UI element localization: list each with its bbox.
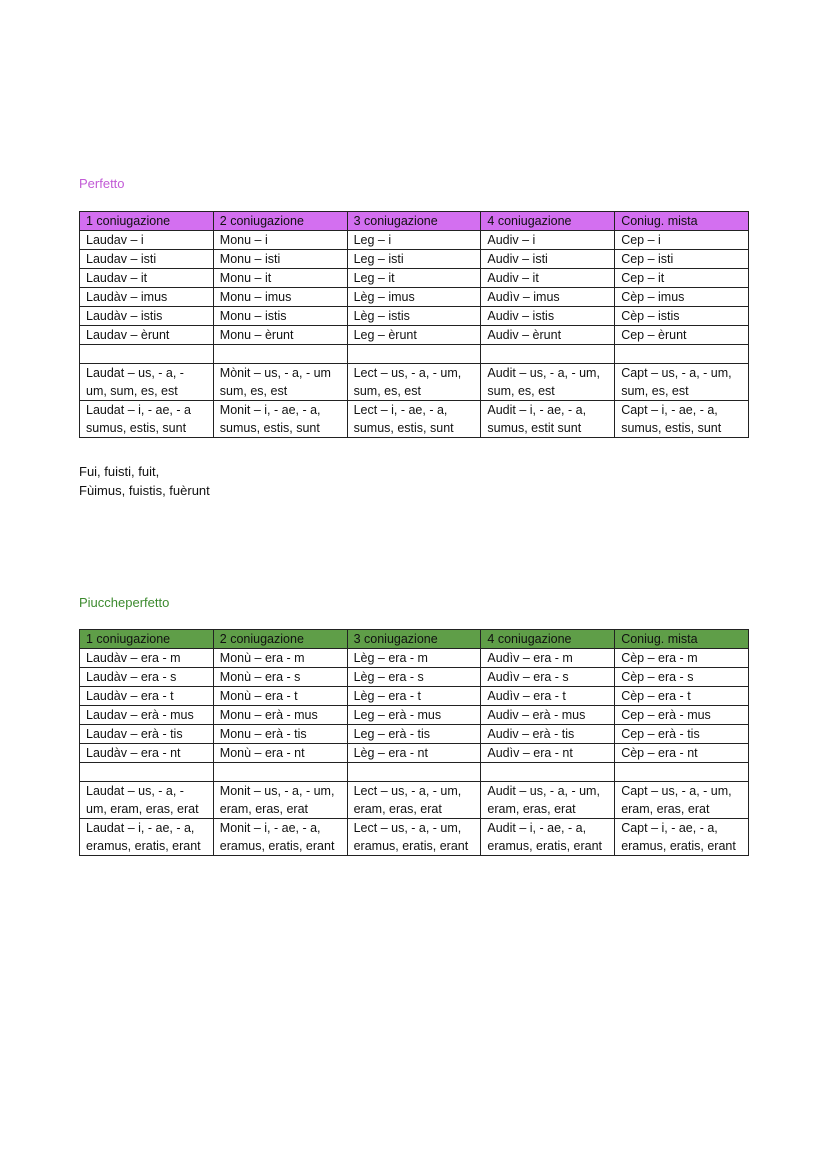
table-cell — [481, 345, 615, 364]
table-cell: Cep – isti — [615, 250, 749, 269]
header-cell: Coniug. mista — [615, 630, 749, 649]
table-cell: Monu – i — [213, 231, 347, 250]
table-row — [80, 819, 749, 856]
header-cell: 3 coniugazione — [347, 212, 481, 231]
table-cell: Monu – èrunt — [213, 326, 347, 345]
table-cell — [615, 345, 749, 364]
table-row — [80, 649, 749, 668]
table-cell: Audiv – èrunt — [481, 326, 615, 345]
table-row — [80, 307, 749, 326]
header-cell: 4 coniugazione — [481, 212, 615, 231]
table-cell: Monu – erà - tis — [213, 725, 347, 744]
table-row — [80, 288, 749, 307]
table-perfetto — [79, 211, 749, 438]
table-cell: Laudat – us, - a, - um, eram, eras, erat — [80, 782, 214, 819]
table-cell: Monit – us, - a, - um, eram, eras, erat — [213, 782, 347, 819]
table-cell: Laudav – èrunt — [80, 326, 214, 345]
table-row — [80, 326, 749, 345]
table-cell: Laudav – i — [80, 231, 214, 250]
header-cell: 4 coniugazione — [481, 630, 615, 649]
table-cell: Capt – us, - a, - um, eram, eras, erat — [615, 782, 749, 819]
table-cell: Laudàv – imus — [80, 288, 214, 307]
table-cell: Cèp – era - t — [615, 687, 749, 706]
table-piuccheperfetto — [79, 629, 749, 856]
table-row — [80, 250, 749, 269]
header-cell: 2 coniugazione — [213, 212, 347, 231]
table-cell — [347, 763, 481, 782]
table-cell: Audiv – istis — [481, 307, 615, 326]
table-cell: Audìv – imus — [481, 288, 615, 307]
table-cell: Monu – imus — [213, 288, 347, 307]
table-cell: Audiv – isti — [481, 250, 615, 269]
table-header-row — [80, 212, 749, 231]
table-cell: Capt – i, - ae, - a, eramus, eratis, erant — [615, 819, 749, 856]
table-cell: Cèp – imus — [615, 288, 749, 307]
table-cell: Cep – it — [615, 269, 749, 288]
table-cell: Capt – i, - ae, - a, sumus, estis, sunt — [615, 401, 749, 438]
table-cell: Cep – èrunt — [615, 326, 749, 345]
table-cell: Leg – isti — [347, 250, 481, 269]
table-cell — [80, 345, 214, 364]
table-cell: Lect – us, - a, - um, eram, eras, erat — [347, 782, 481, 819]
table-cell: Laudat – i, - ae, - a sumus, estis, sunt — [80, 401, 214, 438]
table-row — [80, 401, 749, 438]
table-row — [80, 744, 749, 763]
note-essere — [79, 462, 210, 500]
table-cell: Lect – i, - ae, - a, sumus, estis, sunt — [347, 401, 481, 438]
table-cell: Cèp – era - m — [615, 649, 749, 668]
table-cell: Monù – era - t — [213, 687, 347, 706]
table-cell — [615, 763, 749, 782]
table-row — [80, 782, 749, 819]
table-cell: Laudav – erà - mus — [80, 706, 214, 725]
table-cell: Cèp – era - nt — [615, 744, 749, 763]
table-cell: Monù – era - s — [213, 668, 347, 687]
table-row — [80, 668, 749, 687]
section-title-piuccheperfetto: Piuccheperfetto — [79, 595, 170, 610]
table-cell: Lèg – istis — [347, 307, 481, 326]
section-title-perfetto: Perfetto — [79, 176, 125, 191]
table-cell: Laudat – i, - ae, - a, eramus, eratis, erant — [80, 819, 214, 856]
table-cell: Cep – erà - tis — [615, 725, 749, 744]
table-cell: Lèg – era - m — [347, 649, 481, 668]
table-cell: Leg – erà - tis — [347, 725, 481, 744]
table-cell: Laudav – isti — [80, 250, 214, 269]
table-cell: Monù – era - nt — [213, 744, 347, 763]
table-cell: Leg – erà - mus — [347, 706, 481, 725]
table-cell: Audiv – it — [481, 269, 615, 288]
table-cell: Audìv – era - t — [481, 687, 615, 706]
table-cell: Laudàv – era - s — [80, 668, 214, 687]
table-cell: Lèg – era - t — [347, 687, 481, 706]
table-cell: Cèp – istis — [615, 307, 749, 326]
table-cell: Audiv – i — [481, 231, 615, 250]
table-cell: Laudàv – era - m — [80, 649, 214, 668]
table-cell: Capt – us, - a, - um, sum, es, est — [615, 364, 749, 401]
table-cell: Audit – us, - a, - um, sum, es, est — [481, 364, 615, 401]
table-row — [80, 763, 749, 782]
table-cell — [213, 345, 347, 364]
table-cell: Cep – i — [615, 231, 749, 250]
table-cell: Laudav – it — [80, 269, 214, 288]
table-cell: Monù – era - m — [213, 649, 347, 668]
note-line: Fui, fuisti, fuit, — [79, 464, 160, 479]
table-cell: Leg – it — [347, 269, 481, 288]
table-row — [80, 706, 749, 725]
table-cell: Monu – it — [213, 269, 347, 288]
table-cell: Audit – us, - a, - um, eram, eras, erat — [481, 782, 615, 819]
table-row — [80, 345, 749, 364]
table-cell: Mònit – us, - a, - um sum, es, est — [213, 364, 347, 401]
table-cell — [80, 763, 214, 782]
table-cell — [213, 763, 347, 782]
table-cell: Laudat – us, - a, - um, sum, es, est — [80, 364, 214, 401]
table-row — [80, 231, 749, 250]
table-cell: Lèg – era - nt — [347, 744, 481, 763]
table-cell: Audìv – era - s — [481, 668, 615, 687]
table-cell: Laudàv – era - nt — [80, 744, 214, 763]
table-row — [80, 364, 749, 401]
table-cell: Audiv – erà - tis — [481, 725, 615, 744]
table-cell: Audìv – era - nt — [481, 744, 615, 763]
table-cell — [481, 763, 615, 782]
note-line: Fùimus, fuistis, fuèrunt — [79, 483, 210, 498]
header-cell: 1 coniugazione — [80, 630, 214, 649]
table-cell: Audit – i, - ae, - a, sumus, estit sunt — [481, 401, 615, 438]
table-cell: Monu – isti — [213, 250, 347, 269]
table-cell: Audìv – era - m — [481, 649, 615, 668]
table-cell: Laudàv – istis — [80, 307, 214, 326]
table-cell: Laudàv – era - t — [80, 687, 214, 706]
table-cell: Lèg – imus — [347, 288, 481, 307]
header-cell: 1 coniugazione — [80, 212, 214, 231]
table-cell: Monu – istis — [213, 307, 347, 326]
table-cell: Monit – i, - ae, - a, eramus, eratis, erant — [213, 819, 347, 856]
table-cell: Leg – èrunt — [347, 326, 481, 345]
header-cell: 2 coniugazione — [213, 630, 347, 649]
table-cell: Cep – erà - mus — [615, 706, 749, 725]
table-cell: Cèp – era - s — [615, 668, 749, 687]
table-cell: Audit – i, - ae, - a, eramus, eratis, erant — [481, 819, 615, 856]
table-cell: Lect – us, - a, - um, eramus, eratis, erant — [347, 819, 481, 856]
table-cell: Laudav – erà - tis — [80, 725, 214, 744]
table-cell: Leg – i — [347, 231, 481, 250]
table-cell — [347, 345, 481, 364]
table-cell: Monu – erà - mus — [213, 706, 347, 725]
table-cell: Lect – us, - a, - um, sum, es, est — [347, 364, 481, 401]
table-row — [80, 269, 749, 288]
header-cell: Coniug. mista — [615, 212, 749, 231]
table-row — [80, 725, 749, 744]
table-header-row — [80, 630, 749, 649]
table-row — [80, 687, 749, 706]
table-cell: Monit – i, - ae, - a, sumus, estis, sunt — [213, 401, 347, 438]
table-cell: Lèg – era - s — [347, 668, 481, 687]
header-cell: 3 coniugazione — [347, 630, 481, 649]
table-cell: Audiv – erà - mus — [481, 706, 615, 725]
